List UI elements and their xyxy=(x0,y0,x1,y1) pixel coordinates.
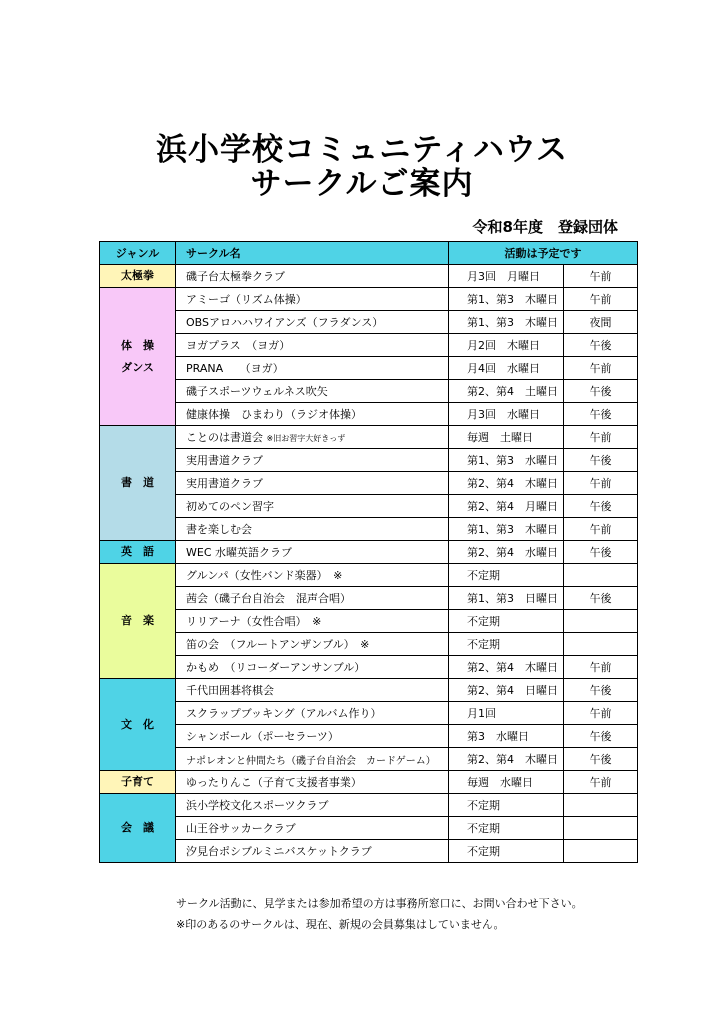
time-slot: 午後 xyxy=(564,380,638,403)
table-row xyxy=(100,748,638,771)
circle-name: スクラップブッキング（アルバム作り） xyxy=(176,702,449,725)
schedule: 月3回 月曜日 xyxy=(449,265,564,288)
circle-name: 浜小学校文化スポーツクラブ xyxy=(176,794,449,817)
schedule: 不定期 xyxy=(449,564,564,587)
time-slot: 午後 xyxy=(564,541,638,564)
schedule: 毎週 水曜日 xyxy=(449,771,564,794)
schedule: 月1回 xyxy=(449,702,564,725)
schedule: 第1、第3 木曜日 xyxy=(449,288,564,311)
registered-groups-label: 令和8年度 登録団体 xyxy=(472,218,618,236)
schedule: 不定期 xyxy=(449,794,564,817)
time-slot: 午前 xyxy=(564,656,638,679)
table-row xyxy=(100,357,638,380)
table-row xyxy=(100,679,638,702)
page-subtitle: サークルご案内 xyxy=(250,166,474,202)
circle-name: ヨガプラス （ヨガ） xyxy=(176,334,449,357)
time-slot: 午前 xyxy=(564,288,638,311)
page-title: 浜小学校コミュニティハウス xyxy=(156,132,568,168)
circle-name: 実用書道クラブ xyxy=(176,449,449,472)
circle-name: ナポレオンと仲間たち（磯子台自治会 カードゲーム） xyxy=(176,748,449,771)
circle-name: 磯子スポーツウェルネス吹矢 xyxy=(176,380,449,403)
circle-name: かもめ （リコーダーアンサンブル） xyxy=(176,656,449,679)
circle-name: ゆったりんこ（子育て支援者事業） xyxy=(176,771,449,794)
circle-name: シャンボール（ポーセラーツ） xyxy=(176,725,449,748)
schedule: 第1、第3 木曜日 xyxy=(449,518,564,541)
genre-kaigi: 会 議 xyxy=(100,794,176,863)
circle-name-text: ことのは書道会 xyxy=(186,431,263,444)
table-row xyxy=(100,702,638,725)
table-row xyxy=(100,840,638,863)
time-slot: 午前 xyxy=(564,702,638,725)
circle-name: 健康体操 ひまわり（ラジオ体操） xyxy=(176,403,449,426)
circle-name: 書を楽しむ会 xyxy=(176,518,449,541)
table-row xyxy=(100,817,638,840)
circle-name: 千代田囲碁将棋会 xyxy=(176,679,449,702)
header-activity: 活動は予定です xyxy=(449,242,638,265)
circle-name: 汐見台ポシブルミニバスケットクラブ xyxy=(176,840,449,863)
table-row xyxy=(100,518,638,541)
schedule: 第2、第4 土曜日 xyxy=(449,380,564,403)
time-slot: 午後 xyxy=(564,725,638,748)
table-row xyxy=(100,403,638,426)
table-row xyxy=(100,449,638,472)
schedule: 月2回 木曜日 xyxy=(449,334,564,357)
note-inquiry: サークル活動に、見学または参加希望の方は事務所窓口に、お問い合わせ下さい。 xyxy=(176,897,583,910)
table-row xyxy=(100,265,638,288)
header-genre: ジャンル xyxy=(100,242,176,265)
schedule: 第2、第4 木曜日 xyxy=(449,472,564,495)
circle-name: 笛の会 （フルートアンザンブル） ※ xyxy=(176,633,449,656)
circle-name xyxy=(176,426,449,449)
header-circle-name: サークル名 xyxy=(176,242,449,265)
schedule: 第2、第4 月曜日 xyxy=(449,495,564,518)
table-row xyxy=(100,771,638,794)
schedule: 不定期 xyxy=(449,610,564,633)
time-slot: 午後 xyxy=(564,587,638,610)
table-header-row xyxy=(100,242,638,265)
time-slot: 午後 xyxy=(564,449,638,472)
time-slot: 午前 xyxy=(564,771,638,794)
time-slot: 午後 xyxy=(564,495,638,518)
circle-name: 実用書道クラブ xyxy=(176,472,449,495)
time-slot: 午後 xyxy=(564,679,638,702)
time-slot: 午前 xyxy=(564,265,638,288)
schedule: 不定期 xyxy=(449,633,564,656)
time-slot xyxy=(564,610,638,633)
schedule: 第1、第3 水曜日 xyxy=(449,449,564,472)
circle-name: グルンパ（女性バンド楽器） ※ xyxy=(176,564,449,587)
table-row xyxy=(100,541,638,564)
time-slot: 午前 xyxy=(564,518,638,541)
table-row xyxy=(100,426,638,449)
circle-name: 山王谷サッカークラブ xyxy=(176,817,449,840)
schedule: 不定期 xyxy=(449,840,564,863)
genre-shodo: 書 道 xyxy=(100,426,176,541)
schedule: 第3 水曜日 xyxy=(449,725,564,748)
circle-name: OBSアロハハワイアンズ（フラダンス） xyxy=(176,311,449,334)
time-slot xyxy=(564,564,638,587)
table-row xyxy=(100,380,638,403)
time-slot: 午前 xyxy=(564,426,638,449)
circle-name: 初めてのペン習字 xyxy=(176,495,449,518)
genre-taiso-label: 体 操 xyxy=(121,338,154,352)
table-row xyxy=(100,587,638,610)
schedule: 月4回 水曜日 xyxy=(449,357,564,380)
schedule: 不定期 xyxy=(449,817,564,840)
circle-name: 磯子台太極拳クラブ xyxy=(176,265,449,288)
time-slot: 午後 xyxy=(564,334,638,357)
genre-kosodate: 子育て xyxy=(100,771,176,794)
note-recruitment: ※印のあるのサークルは、現在、新規の会員募集はしていません。 xyxy=(176,918,505,931)
genre-bunka: 文 化 xyxy=(100,679,176,771)
table-row xyxy=(100,725,638,748)
table-row xyxy=(100,472,638,495)
schedule: 第2、第4 木曜日 xyxy=(449,656,564,679)
genre-ongaku: 音 楽 xyxy=(100,564,176,679)
time-slot xyxy=(564,840,638,863)
circle-name: アミーゴ（リズム体操） xyxy=(176,288,449,311)
time-slot: 夜間 xyxy=(564,311,638,334)
time-slot xyxy=(564,817,638,840)
time-slot: 午前 xyxy=(564,357,638,380)
schedule: 毎週 土曜日 xyxy=(449,426,564,449)
schedule: 月3回 水曜日 xyxy=(449,403,564,426)
table-row xyxy=(100,311,638,334)
schedule: 第1、第3 木曜日 xyxy=(449,311,564,334)
circle-name: リリアーナ（女性合唱） ※ xyxy=(176,610,449,633)
genre-taiso-dance xyxy=(100,288,176,426)
table-row xyxy=(100,495,638,518)
genre-eigo: 英 語 xyxy=(100,541,176,564)
time-slot xyxy=(564,794,638,817)
table-row xyxy=(100,334,638,357)
schedule: 第2、第4 木曜日 xyxy=(449,748,564,771)
genre-dance-label: ダンス xyxy=(121,360,154,374)
table-row xyxy=(100,288,638,311)
circle-table xyxy=(99,241,638,863)
circle-name: PRANA （ヨガ） xyxy=(176,357,449,380)
table-row xyxy=(100,794,638,817)
table-row xyxy=(100,633,638,656)
time-slot xyxy=(564,633,638,656)
table-row xyxy=(100,610,638,633)
circle-name: WEC 水曜英語クラブ xyxy=(176,541,449,564)
time-slot: 午後 xyxy=(564,403,638,426)
table-row xyxy=(100,564,638,587)
time-slot: 午後 xyxy=(564,748,638,771)
circle-name: 茜会（磯子台自治会 混声合唱） xyxy=(176,587,449,610)
time-slot: 午前 xyxy=(564,472,638,495)
schedule: 第1、第3 日曜日 xyxy=(449,587,564,610)
schedule: 第2、第4 水曜日 xyxy=(449,541,564,564)
circle-name-note: ※旧お習字大好きっず xyxy=(266,434,346,443)
schedule: 第2、第4 日曜日 xyxy=(449,679,564,702)
genre-taikyoku: 太極拳 xyxy=(100,265,176,288)
table-row xyxy=(100,656,638,679)
